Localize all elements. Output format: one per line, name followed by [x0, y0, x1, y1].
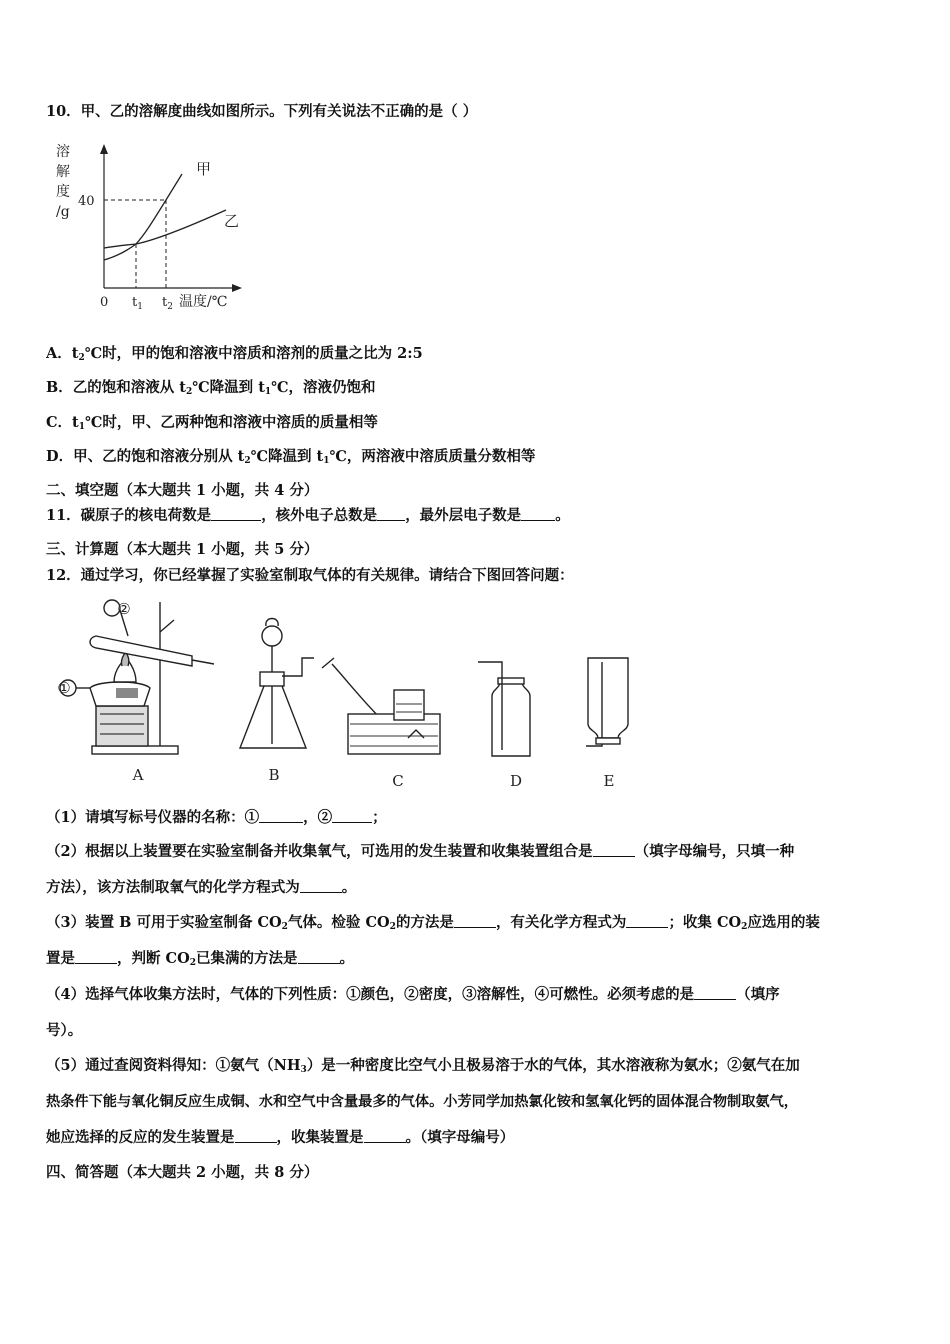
q12-part-5-line-1: （5）通过查阅资料得知：①氨气$(NH_3)$是一种密度比空气小且极易溶于水的气体，其水溶液称为氨水；②氨气在加: [46, 1057, 800, 1075]
tick-origin: 0: [100, 295, 109, 310]
q12-2-blank-1[interactable]: [593, 842, 635, 857]
solubility-chart: [46, 138, 246, 318]
q12-part-5-line-2: 热条件下能与氧化铜反应生成铜、水和空气中含量最多的气体。小芳同学加热氯化铵和氢氧化钙的固体混合物制取氨气，: [46, 1094, 798, 1110]
label-c: C: [392, 772, 404, 790]
section-4-title: 四、简答题（本大题共 2 小题，共 8 分）: [46, 1164, 319, 1181]
apparatus-a: [60, 600, 214, 754]
q12-part-4-line-1: （4）选择气体收集方法时，气体的下列性质：①颜色，②密度，③溶解性，④可燃性。必须考虑的是 （填序: [46, 986, 780, 1003]
mark-2: ②: [117, 600, 131, 618]
ylabel-char-2: 解: [56, 164, 70, 180]
y-axis-arrow: [100, 144, 108, 154]
label-jia: 甲: [196, 160, 212, 178]
mark-1: ①: [57, 679, 71, 697]
x-axis-arrow: [232, 284, 242, 292]
q12-1-blank-1[interactable]: [259, 808, 303, 823]
q12-5-blank-1[interactable]: [235, 1128, 277, 1143]
q12-3-blank-2[interactable]: [626, 913, 668, 928]
q12-part-3-line-2: 置是 ，判断 $CO_2$已集满的方法是 。: [46, 950, 354, 968]
q12-5-blank-2[interactable]: [364, 1128, 406, 1143]
xlabel: 温度/℃: [179, 294, 228, 310]
series-jia: [104, 174, 182, 260]
q12-1-blank-2[interactable]: [332, 808, 372, 823]
q11: 11．碳原子的核电荷数是 ，核外电子总数是 ，最外层电子数是 。: [46, 507, 570, 524]
apparatus-b: [240, 619, 314, 749]
q12-part-2-line-2: 方法），该方法制取氧气的化学方程式为 。: [46, 879, 357, 896]
y-axis-label: [56, 143, 70, 220]
q11-blank-1[interactable]: [211, 506, 261, 521]
tick-t1: $t_1$: [132, 295, 143, 312]
q12-part-4-line-2: 号）。: [46, 1022, 83, 1039]
label-e: E: [603, 772, 615, 790]
q12-4-blank[interactable]: [694, 985, 736, 1000]
ylabel-char-1: 溶: [56, 144, 70, 160]
q12-2-blank-2[interactable]: [300, 878, 342, 893]
q12-3-blank-3[interactable]: [75, 949, 117, 964]
q12-3-blank-1[interactable]: [454, 913, 496, 928]
ylabel-char-4: /g: [56, 204, 70, 220]
label-d: D: [509, 772, 523, 790]
q10-stem: 10．甲、乙的溶解度曲线如图所示。下列有关说法不正确的是（ ）: [46, 103, 478, 120]
series-yi: [104, 210, 226, 248]
q12-part-5-line-3: 她应选择的反应的发生装置是 ，收集装置是 。（填字母编号）: [46, 1129, 515, 1146]
label-b: B: [268, 766, 280, 784]
q12-stem: 12．通过学习，你已经掌握了实验室制取气体的有关规律。请结合下图回答问题：: [46, 567, 574, 584]
q12-part-3-line-1: （3）装置 B 可用于实验室制备 $CO_2$气体。检验 $CO_2$的方法是 ，有关化学方程式为 ；收集 $CO_2$应选用的装: [46, 914, 820, 932]
option-a: A．$t_2℃$时，甲的饱和溶液中溶质和溶剂的质量之比为 2:5: [46, 345, 423, 363]
q12-3-blank-4[interactable]: [298, 949, 340, 964]
section-3-title: 三、计算题（本大题共 1 小题，共 5 分）: [46, 541, 319, 558]
option-c: C．$t_1℃$时，甲、乙两种饱和溶液中溶质的质量相等: [46, 414, 378, 432]
tick-t2: $t_2$: [162, 295, 173, 312]
q11-blank-2[interactable]: [377, 506, 405, 521]
option-b: B．乙的饱和溶液从 $t_2℃$降温到 $t_1℃$，溶液仍饱和: [46, 379, 376, 397]
q12-part-1: （1）请填写标号仪器的名称：① ，② ；: [46, 809, 387, 826]
option-d: D．甲、乙的饱和溶液分别从 $t_2℃$降温到 $t_1℃$，两溶液中溶质质量分数相等: [46, 448, 536, 466]
q12-part-2-line-1: （2）根据以上装置要在实验室制备并收集氧气，可选用的发生装置和收集装置组合是 （填字母编号，只填一种: [46, 843, 795, 860]
label-yi: 乙: [224, 212, 240, 230]
label-a: A: [132, 766, 144, 784]
apparatus-figure: [52, 596, 652, 796]
tick-40: 40: [78, 194, 95, 209]
apparatus-c: [322, 658, 440, 754]
apparatus-e: [586, 658, 628, 746]
ylabel-char-3: 度: [56, 184, 70, 200]
apparatus-d: [478, 662, 530, 756]
section-2-title: 二、填空题（本大题共 1 小题，共 4 分）: [46, 482, 319, 499]
q11-blank-3[interactable]: [521, 506, 555, 521]
